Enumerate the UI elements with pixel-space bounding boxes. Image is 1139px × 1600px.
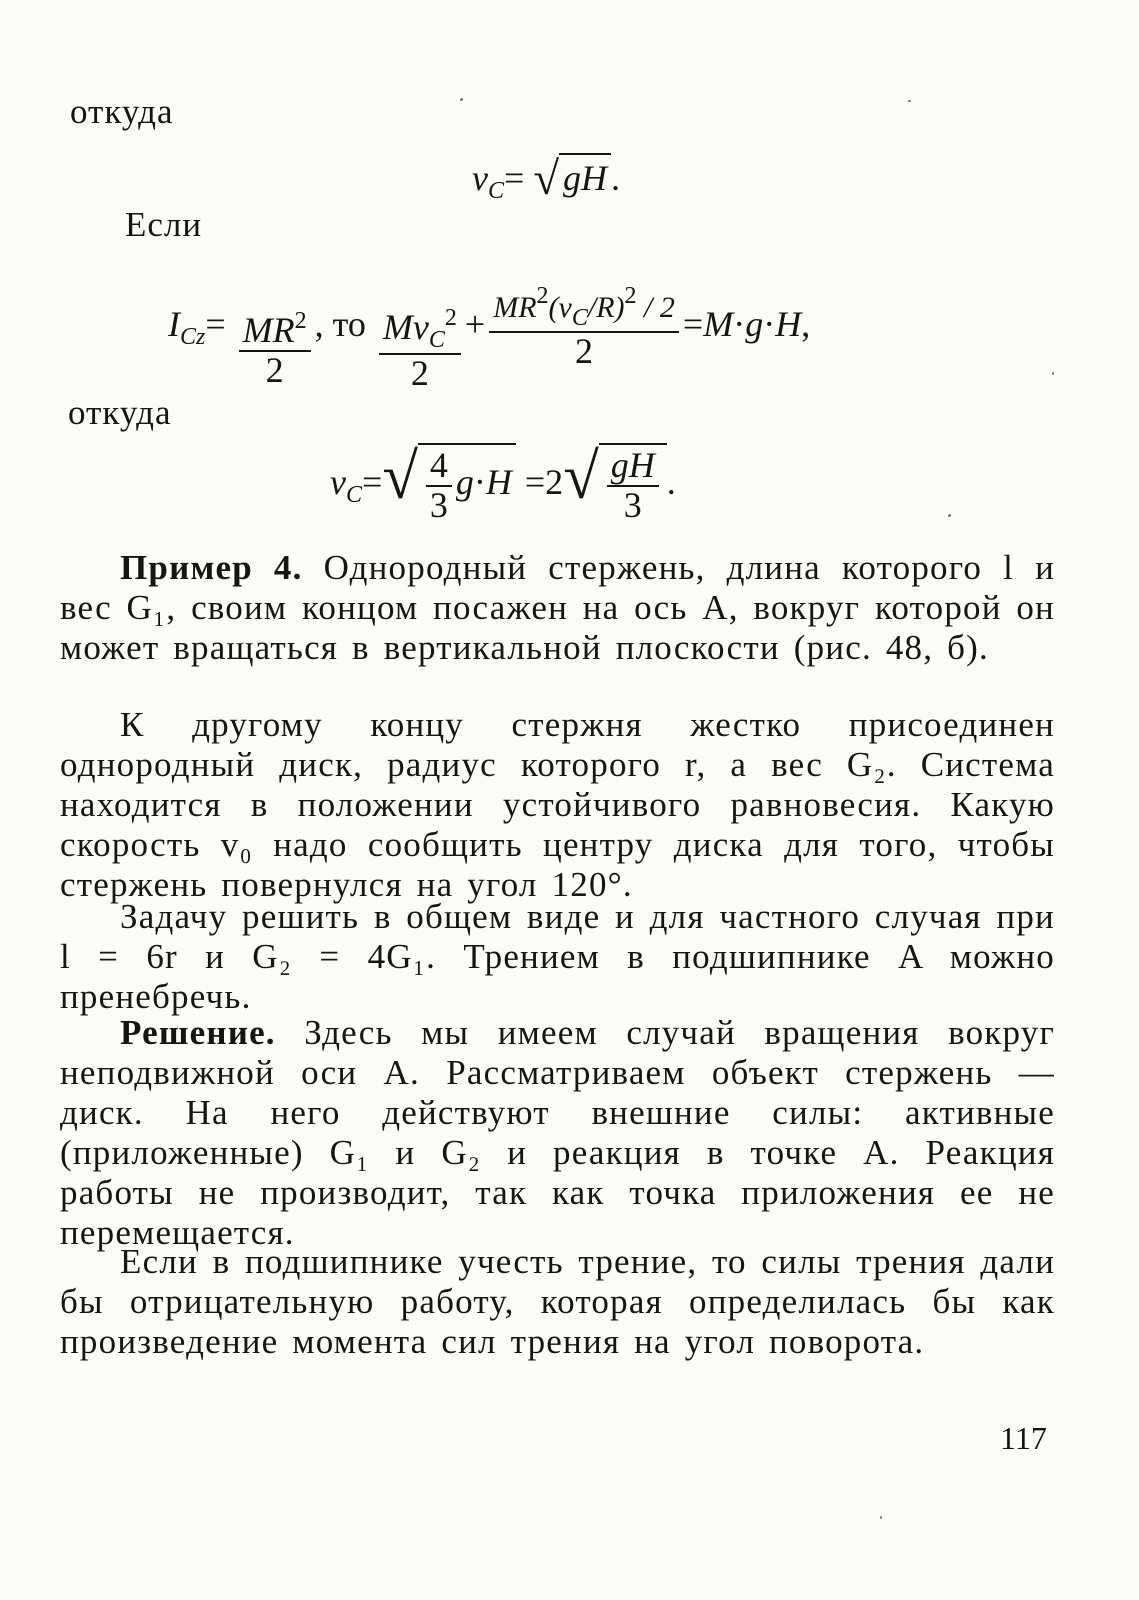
text-otkuda-2: откуда	[68, 393, 172, 432]
formula-energy-balance: $I_{Cz}=$ $\frac{MR^2}{2}$ , то $\frac{Mv_C^2}{2}$ + $\frac{MR^2(v_C/R)^2 / 2}{2}$ =M·g·H,	[168, 283, 811, 394]
text-esli: Если	[125, 205, 203, 244]
text-to: то	[332, 303, 366, 344]
scan-speck	[908, 100, 911, 102]
friction-text: Если в подшипнике учесть трение, то силы трения дали бы отрицательную работу, которая определилась бы как произведение момента сил трения на угол поворота.	[60, 1242, 1055, 1361]
paragraph-friction	[60, 1242, 1055, 1362]
scan-speck	[1052, 372, 1054, 375]
formula-vc-result: $v_C=√$ $\frac{4}{3}$ g·H =2√ $\frac{gH}{3}$ .	[330, 441, 676, 525]
page-number: 117	[1000, 1420, 1047, 1456]
disk-text: К другому концу стержня жестко присоединен однородный диск, радиус которого r, а вес G₂. Система находится в положении устойчивого равновесия. Какую скорость v₀ надо сообщить центру диска для того, чтобы стержень повернулся на угол 120°.	[60, 705, 1055, 904]
example-text: Однородный стержень, длина которого l и вес G₁, своим концом посажен на ось A, вокруг которой он может вращаться в вертикальной плоскости (рис. 48, б).	[60, 548, 1056, 667]
example-heading: Пример 4.	[120, 548, 303, 587]
solution-text: Здесь мы имеем случай вращения вокруг неподвижной оси A. Рассматриваем объект стержень — диск. На него действуют внешние силы: активные (приложенные) G₁ и G₂ и реакция в точке A. Реакция работы не производит, так как точка приложения ее не перемещается.	[60, 1013, 1055, 1252]
scan-speck	[948, 514, 951, 517]
scan-speck	[880, 1516, 882, 1519]
paragraph-example-4	[60, 548, 1055, 668]
paragraph-disk	[60, 705, 1055, 905]
text-otkuda-1: откуда	[70, 92, 174, 131]
paragraph-task	[60, 897, 1055, 1017]
paragraph-solution	[60, 1013, 1055, 1253]
scan-speck	[460, 98, 463, 101]
formula-vc-sqrt-gh: $v_C=$ √ gH .	[472, 153, 620, 205]
task-text: Задачу решить в общем виде и для частного случая при l = 6r и G₂ = 4G₁. Трением в подшипнике A можно пренебречь.	[60, 897, 1055, 1016]
solution-heading: Решение.	[120, 1013, 276, 1052]
